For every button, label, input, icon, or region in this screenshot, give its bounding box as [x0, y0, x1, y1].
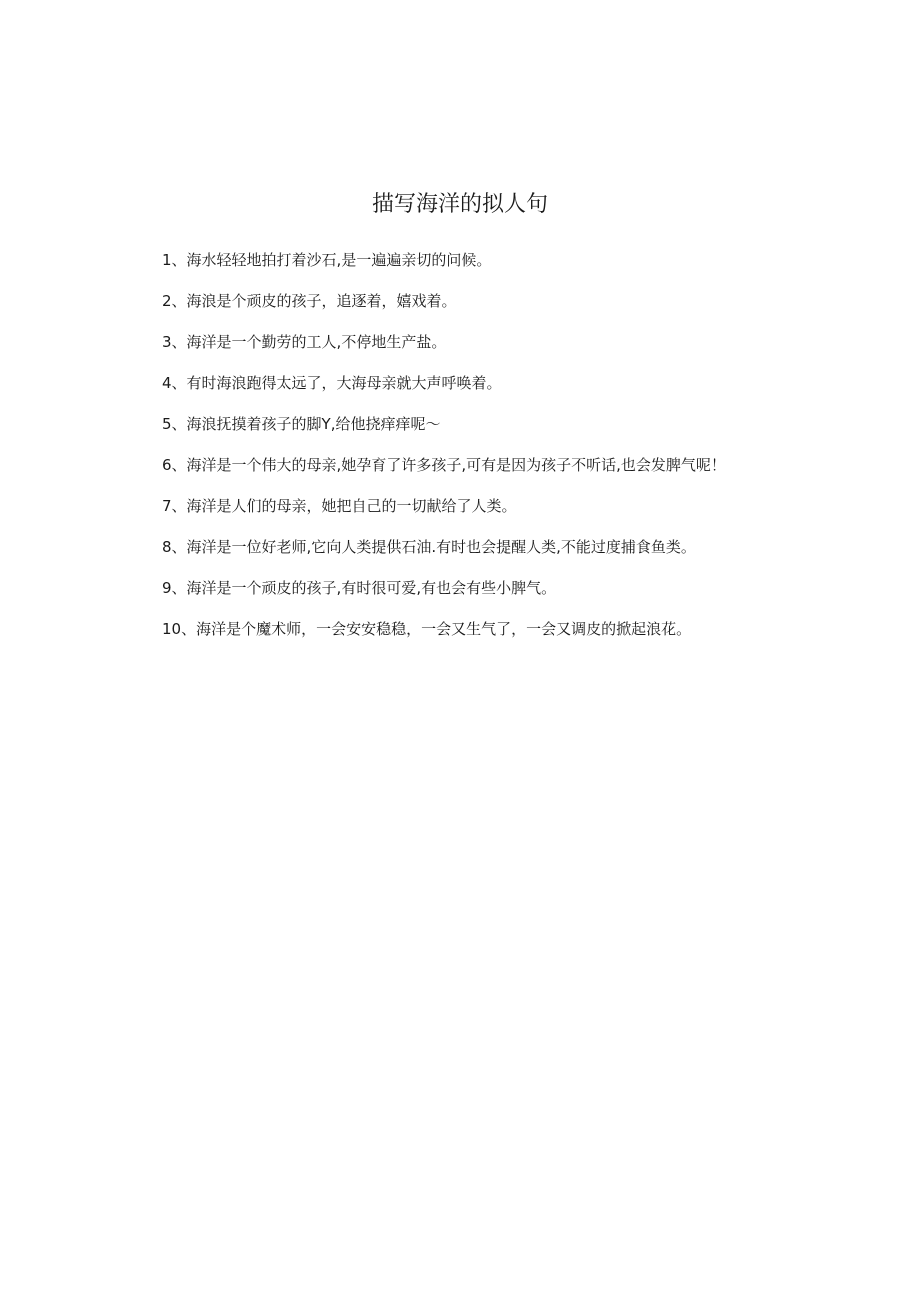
sentence-list — [136, 250, 786, 660]
list-item: 4、有时海浪跑得太远了，大海母亲就大声呼唤着。 — [162, 374, 502, 392]
list-item: 5、海浪抚摸着孩子的脚Y,给他挠痒痒呢～ — [162, 415, 441, 433]
list-item: 1、海水轻轻地拍打着沙石,是一遍遍亲切的问候。 — [162, 251, 492, 269]
list-item: 9、海洋是一个顽皮的孩子,有时很可爱,有也会有些小脾气。 — [162, 579, 557, 597]
document-title: 描写海洋的拟人句 — [371, 192, 548, 217]
list-item: 2、海浪是个顽皮的孩子，追逐着，嬉戏着。 — [162, 292, 457, 310]
list-item: 10、海洋是个魔术师，一会安安稳稳，一会又生气了，一会又调皮的掀起浪花。 — [162, 620, 692, 638]
list-item: 8、海洋是一位好老师,它向人类提供石油.有时也会提醒人类,不能过度捕食鱼类。 — [162, 538, 696, 556]
list-item: 6、海洋是一个伟大的母亲,她孕育了许多孩子,可有是因为孩子不听话,也会发脾气呢！ — [162, 456, 726, 474]
list-item: 7、海洋是人们的母亲，她把自己的一切献给了人类。 — [162, 497, 517, 515]
list-item: 3、海洋是一个勤劳的工人,不停地生产盐。 — [162, 333, 447, 351]
